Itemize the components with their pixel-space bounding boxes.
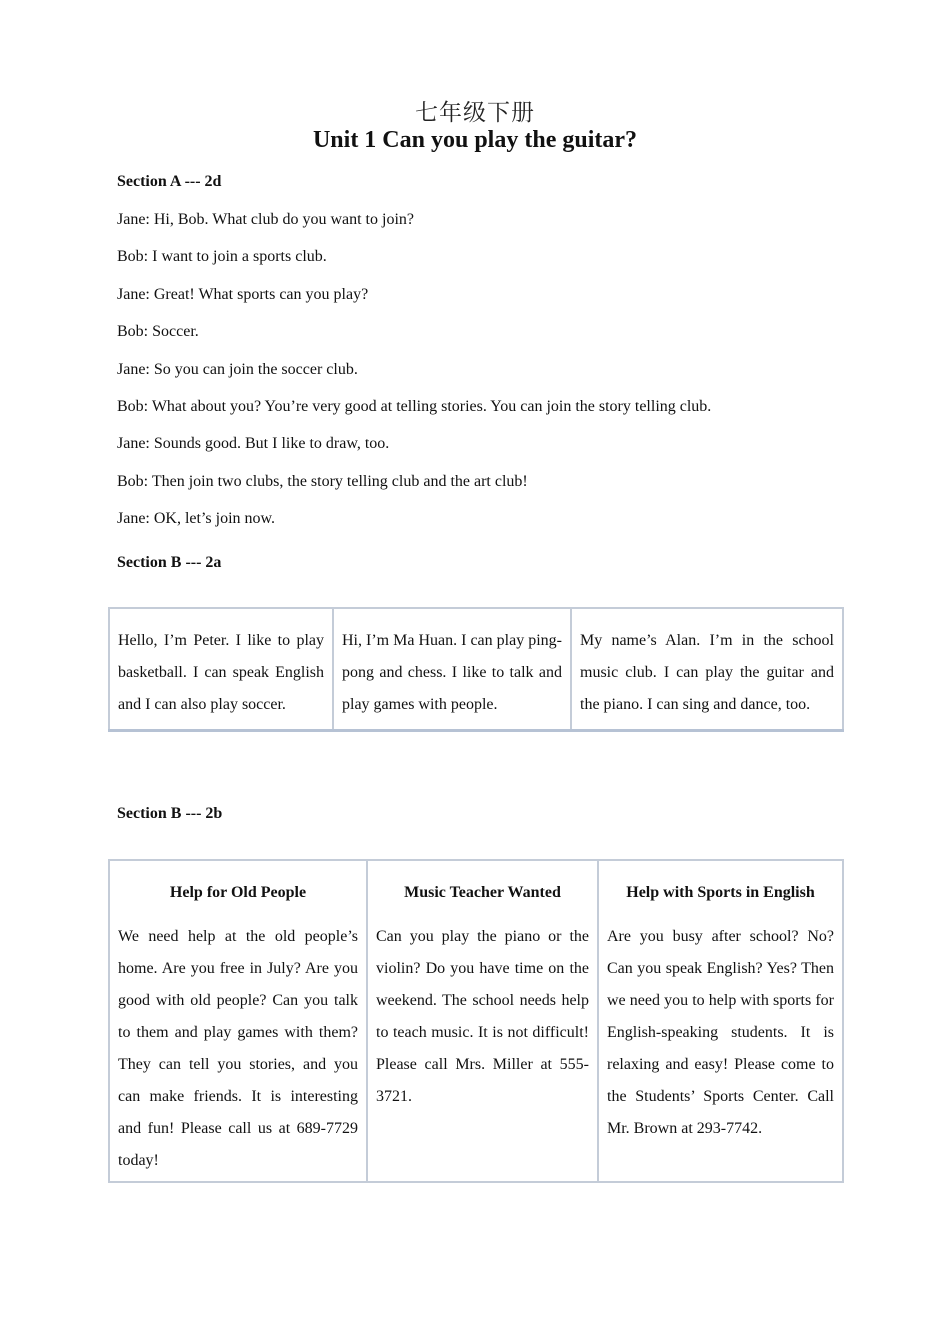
- ad-body: Can you play the piano or the violin? Do you have time on the weekend. The school needs help to teach music. It is not difficult! Please call Mrs. Miller at 555-3721.: [376, 928, 589, 1105]
- ad-cell-old-people: [109, 860, 367, 1182]
- ad-cell-music-teacher: [367, 860, 598, 1182]
- profile-cell-ma-huan: Hi, I’m Ma Huan. I can play ping-pong and chess. I like to talk and play games with people.: [333, 608, 571, 731]
- ad-body: Are you busy after school? No? Can you speak English? Yes? Then we need you to help with sports for English-speaking students. It is relaxing and easy! Please come to the Students’ Sports Center. Call Mr. Brown at 293-7742.: [607, 928, 834, 1137]
- dialogue-line: Jane: OK, let’s join now.: [117, 510, 276, 528]
- section-heading-2d: Section A --- 2d: [117, 173, 222, 190]
- profiles-table: [108, 607, 844, 732]
- dialogue-line: Bob: What about you? You’re very good at telling stories. You can join the story telling club.: [117, 397, 712, 415]
- section-heading-2b: Section B --- 2b: [117, 805, 223, 822]
- table-row: [109, 608, 843, 731]
- dialogue-2d: [117, 208, 837, 545]
- dialogue-line: Bob: Then join two clubs, the story telling club and the art club!: [117, 472, 528, 490]
- dialogue-line: Jane: Great! What sports can you play?: [117, 285, 369, 303]
- ad-body: We need help at the old people’s home. Are you free in July? Are you good with old people? Can you talk to them and play games with them? They can tell you stories, and you can make friends. It is interesting and fun! Please call us at 689-7729 today!: [118, 928, 358, 1169]
- profile-cell-peter: Hello, I’m Peter. I like to play basketball. I can speak English and I can also play soccer.: [109, 608, 333, 731]
- ad-title: Music Teacher Wanted: [404, 884, 561, 901]
- dialogue-line: Jane: Sounds good. But I like to draw, too.: [117, 435, 390, 453]
- table-row: [109, 860, 843, 1182]
- ads-table: [108, 859, 844, 1183]
- ad-title: Help with Sports in English: [626, 884, 815, 901]
- unit-title: Unit 1 Can you play the guitar?: [312, 127, 638, 153]
- dialogue-line: Jane: So you can join the soccer club.: [117, 360, 358, 378]
- section-heading-2a: Section B --- 2a: [117, 554, 222, 571]
- grade-title: 七年级下册: [415, 100, 535, 126]
- dialogue-line: Jane: Hi, Bob. What club do you want to join?: [117, 211, 414, 228]
- ad-title: Help for Old People: [169, 884, 307, 901]
- profile-cell-alan: My name’s Alan. I’m in the school music club. I can play the guitar and the piano. I can sing and dance, too.: [571, 608, 843, 731]
- ad-cell-sports-english: [598, 860, 843, 1182]
- dialogue-line: Bob: Soccer.: [117, 323, 199, 341]
- dialogue-line: Bob: I want to join a sports club.: [117, 248, 327, 266]
